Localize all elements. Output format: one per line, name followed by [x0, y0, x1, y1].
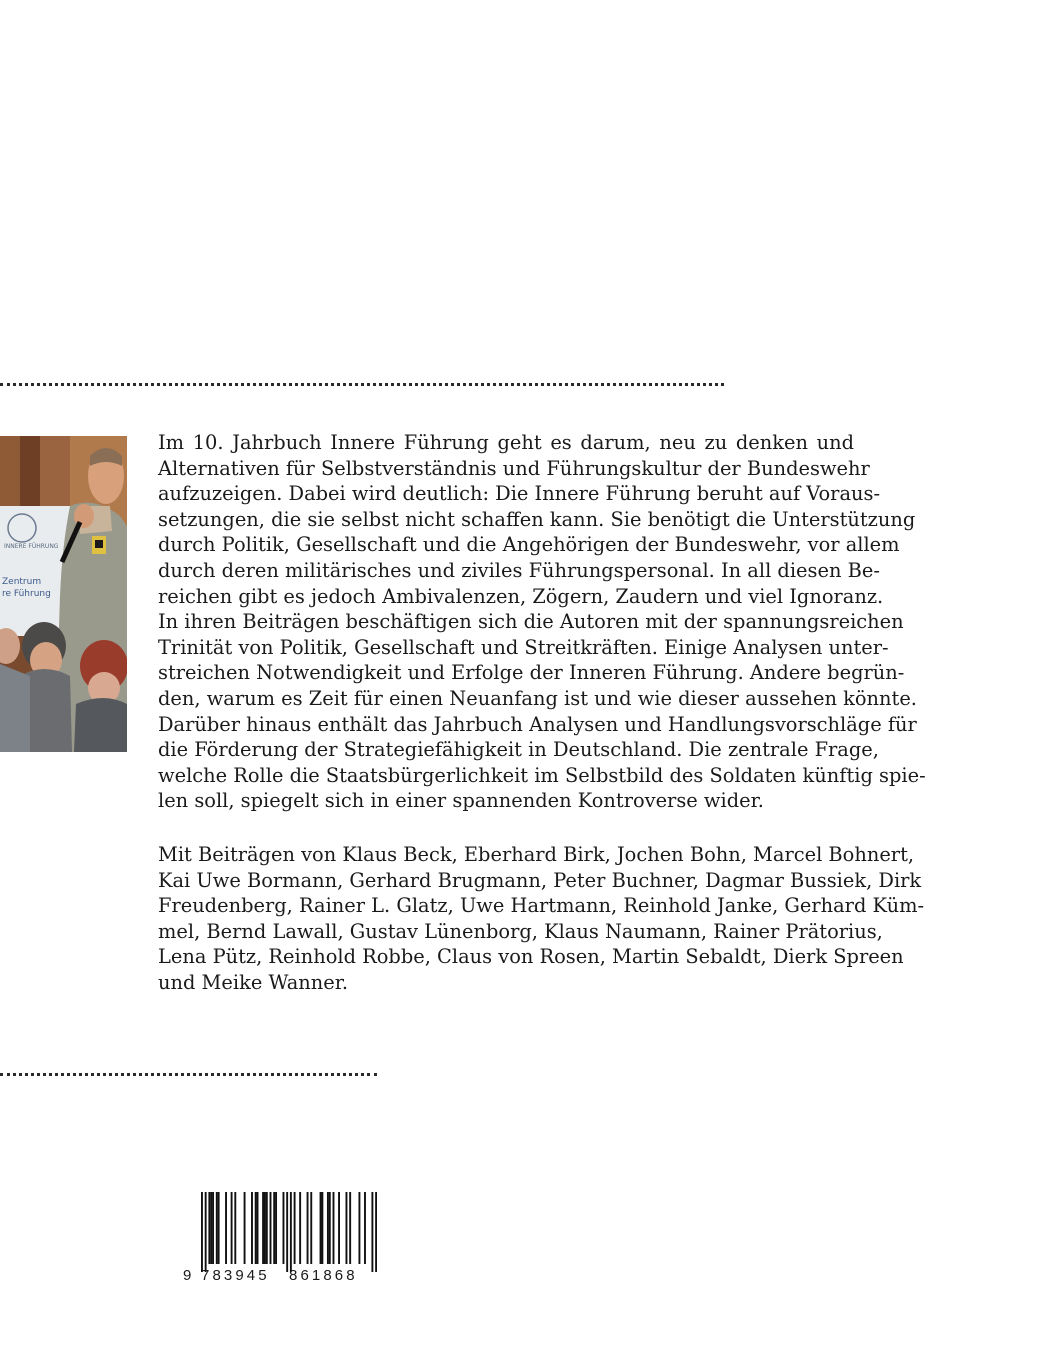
barcode-bar: [358, 1192, 360, 1264]
barcode-bar: [264, 1192, 266, 1264]
description-line: Im 10. Jahrbuch Innere Führung geht es darum, neu zu denken und: [158, 431, 854, 454]
contributors-line: Mit Beiträgen von Klaus Beck, Eberhard Birk, Jochen Bohn, Marcel Bohnert,: [158, 843, 915, 866]
barcode-bar: [212, 1192, 214, 1264]
barcode-first-digit: 9: [183, 1267, 192, 1284]
barcode-bar: [320, 1192, 322, 1264]
barcode-bar: [371, 1192, 373, 1272]
description-line: Darüber hinaus enthält das Jahrbuch Analysen und Handlungsvorschläge für: [158, 712, 917, 736]
description-line: Alternativen für Selbstverständnis und Führungskultur der Bundeswehr: [158, 456, 870, 480]
contributors-line: Freudenberg, Rainer L. Glatz, Uwe Hartmann, Reinhold Janke, Gerhard Küm-: [158, 894, 925, 918]
barcode-bar: [270, 1192, 272, 1264]
barcode-bar: [327, 1192, 329, 1264]
description-line: den, warum es Zeit für einen Neuanfang ist und wie dieser aussehen könnte.: [158, 686, 917, 710]
barcode-bar: [349, 1192, 351, 1264]
description-line: setzungen, die sie selbst nicht schaffen kann. Sie benötigt die Unterstützung: [158, 507, 916, 531]
photo-emblem-text: INNERE FÜHRUNG: [4, 543, 59, 550]
barcode-bar: [333, 1192, 335, 1264]
description-line: aufzuzeigen. Dabei wird deutlich: Die Innere Führung beruht auf Voraus-: [158, 482, 881, 506]
contributors-line: Lena Pütz, Reinhold Robbe, Claus von Rosen, Martin Sebaldt, Dierk Spreen: [158, 945, 904, 969]
contributors-line: mel, Bernd Lawall, Gustav Lünenborg, Klaus Naumann, Rainer Prätorius,: [158, 919, 883, 943]
dotted-rule-top: [0, 383, 724, 386]
barcode-bar: [234, 1192, 236, 1264]
contributors-line: Kai Uwe Bormann, Gerhard Brugmann, Peter Buchner, Dagmar Bussiek, Dirk: [158, 868, 922, 892]
description-line: Trinität von Politik, Gesellschaft und Streitkräften. Einige Analysen unter-: [158, 635, 889, 659]
barcode-bar: [294, 1192, 296, 1264]
isbn-barcode: [183, 1192, 377, 1286]
barcode-bar: [225, 1192, 227, 1264]
barcode-bar: [329, 1192, 331, 1264]
description-line: reichen gibt es jedoch Ambivalenzen, Zögern, Zaudern und viel Ignoranz.: [158, 584, 884, 608]
contributors-text: [158, 842, 925, 996]
barcode-bar: [283, 1192, 285, 1264]
barcode-bar: [286, 1192, 288, 1272]
barcode-digits: [183, 1267, 377, 1284]
dotted-rule-bottom: [0, 1073, 377, 1076]
barcode-bar: [266, 1192, 268, 1264]
barcode-bar: [275, 1192, 277, 1264]
description-line: durch Politik, Gesellschaft und die Angehörigen der Bundeswehr, vor allem: [158, 533, 900, 557]
barcode-bar: [255, 1192, 257, 1264]
photo-sign-text-1: Zentrum: [2, 577, 42, 587]
description-text: [158, 430, 926, 814]
description-line: welche Rolle die Staatsbürgerlichkeit im Selbstbild des Soldaten künftig spie-: [158, 763, 926, 787]
barcode-bar: [307, 1192, 309, 1264]
description-line: In ihren Beiträgen beschäftigen sich die Autoren mit der spannungsreichen: [158, 610, 904, 634]
cover-photo-soldier-microphone: [0, 436, 127, 752]
contributors-line: und Meike Wanner.: [158, 970, 349, 994]
barcode-bar: [231, 1192, 233, 1264]
barcode-bar: [210, 1192, 212, 1264]
barcode-bar: [364, 1192, 366, 1264]
barcode-bar: [262, 1192, 264, 1264]
barcode-bar: [201, 1192, 203, 1272]
barcode-bar: [251, 1192, 253, 1264]
barcode-bar: [310, 1192, 312, 1264]
barcode-bar: [208, 1192, 210, 1264]
description-line: durch deren militärisches und ziviles Führungspersonal. In all diesen Be-: [158, 558, 880, 582]
barcode-left-group: 783945: [201, 1267, 270, 1284]
barcode-bar: [205, 1192, 207, 1272]
barcode-bar: [257, 1192, 259, 1264]
barcode-bars: [201, 1192, 377, 1272]
barcode-bar: [346, 1192, 348, 1264]
description-line: len soll, spiegelt sich in einer spannenden Kontroverse wider.: [158, 789, 764, 813]
description-line: streichen Notwendigkeit und Erfolge der Inneren Führung. Andere begrün-: [158, 661, 905, 685]
barcode-bar: [321, 1192, 323, 1264]
barcode-bar: [216, 1192, 218, 1264]
barcode-bar: [375, 1192, 377, 1272]
photo-sign-text-2: re Führung: [2, 589, 51, 599]
barcode-right-group: 861868: [289, 1267, 358, 1284]
barcode-bar: [299, 1192, 301, 1264]
barcode-bar: [244, 1192, 246, 1264]
description-line: die Förderung der Strategiefähigkeit in Deutschland. Die zentrale Frage,: [158, 738, 879, 762]
barcode-bar: [290, 1192, 292, 1272]
barcode-bar: [338, 1192, 340, 1264]
barcode-bar: [273, 1192, 275, 1264]
barcode-bar: [218, 1192, 220, 1264]
